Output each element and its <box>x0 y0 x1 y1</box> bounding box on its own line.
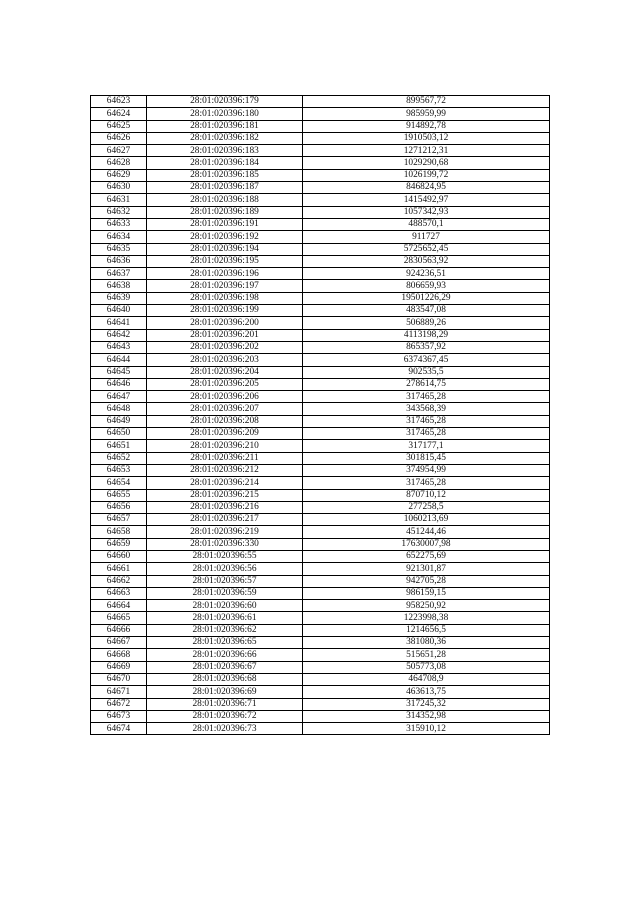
table-row <box>91 415 550 427</box>
table-row <box>91 723 550 735</box>
table-row <box>91 231 550 243</box>
row-number-cell: 64671 <box>91 686 147 698</box>
row-number-cell: 64646 <box>91 378 147 390</box>
row-number-cell: 64667 <box>91 637 147 649</box>
cadastral-value-cell: 505773,08 <box>303 661 550 673</box>
cadastral-number-cell: 28:01:020396:219 <box>147 526 303 538</box>
cadastral-number-cell: 28:01:020396:56 <box>147 563 303 575</box>
cadastral-value-cell: 515651,28 <box>303 649 550 661</box>
cadastral-number-cell: 28:01:020396:205 <box>147 378 303 390</box>
table-row <box>91 378 550 390</box>
table-row <box>91 354 550 366</box>
table-row <box>91 612 550 624</box>
cadastral-value-cell: 1057342,93 <box>303 206 550 218</box>
table-row <box>91 464 550 476</box>
cadastral-number-cell: 28:01:020396:184 <box>147 157 303 169</box>
cadastral-value-cell: 1271212,31 <box>303 145 550 157</box>
cadastral-value-cell: 958250,92 <box>303 600 550 612</box>
row-number-cell: 64657 <box>91 514 147 526</box>
cadastral-number-cell: 28:01:020396:330 <box>147 538 303 550</box>
cadastral-number-cell: 28:01:020396:197 <box>147 280 303 292</box>
row-number-cell: 64640 <box>91 305 147 317</box>
row-number-cell: 64660 <box>91 550 147 562</box>
row-number-cell: 64641 <box>91 317 147 329</box>
cadastral-number-cell: 28:01:020396:61 <box>147 612 303 624</box>
table-row <box>91 305 550 317</box>
row-number-cell: 64643 <box>91 341 147 353</box>
table-row <box>91 489 550 501</box>
cadastral-number-cell: 28:01:020396:211 <box>147 452 303 464</box>
cadastral-number-cell: 28:01:020396:201 <box>147 329 303 341</box>
cadastral-value-cell: 506889,26 <box>303 317 550 329</box>
cadastral-value-cell: 6374367,45 <box>303 354 550 366</box>
cadastral-value-cell: 899567,72 <box>303 96 550 108</box>
cadastral-number-cell: 28:01:020396:210 <box>147 440 303 452</box>
table-row <box>91 169 550 181</box>
cadastral-number-cell: 28:01:020396:207 <box>147 403 303 415</box>
row-number-cell: 64647 <box>91 391 147 403</box>
cadastral-value-cell: 343568,39 <box>303 403 550 415</box>
cadastral-value-cell: 921301,87 <box>303 563 550 575</box>
cadastral-number-cell: 28:01:020396:183 <box>147 145 303 157</box>
cadastral-value-cell: 317177,1 <box>303 440 550 452</box>
cadastral-value-cell: 914892,78 <box>303 120 550 132</box>
row-number-cell: 64634 <box>91 231 147 243</box>
row-number-cell: 64666 <box>91 624 147 636</box>
table-row <box>91 440 550 452</box>
row-number-cell: 64637 <box>91 268 147 280</box>
cadastral-value-cell: 1026199,72 <box>303 169 550 181</box>
cadastral-number-cell: 28:01:020396:214 <box>147 477 303 489</box>
cadastral-value-cell: 277258,5 <box>303 501 550 513</box>
row-number-cell: 64661 <box>91 563 147 575</box>
cadastral-value-cell: 1060213,69 <box>303 514 550 526</box>
cadastral-number-cell: 28:01:020396:55 <box>147 550 303 562</box>
cadastral-value-cell: 317465,28 <box>303 428 550 440</box>
cadastral-number-cell: 28:01:020396:62 <box>147 624 303 636</box>
row-number-cell: 64662 <box>91 575 147 587</box>
cadastral-number-cell: 28:01:020396:209 <box>147 428 303 440</box>
row-number-cell: 64655 <box>91 489 147 501</box>
table-row <box>91 403 550 415</box>
cadastral-value-cell: 381080,36 <box>303 637 550 649</box>
cadastral-value-cell: 4113198,29 <box>303 329 550 341</box>
row-number-cell: 64639 <box>91 292 147 304</box>
table-row <box>91 268 550 280</box>
cadastral-value-cell: 463613,75 <box>303 686 550 698</box>
row-number-cell: 64652 <box>91 452 147 464</box>
table-row <box>91 428 550 440</box>
cadastral-value-table <box>90 95 550 735</box>
row-number-cell: 64644 <box>91 354 147 366</box>
row-number-cell: 64624 <box>91 108 147 120</box>
cadastral-number-cell: 28:01:020396:187 <box>147 182 303 194</box>
cadastral-number-cell: 28:01:020396:188 <box>147 194 303 206</box>
row-number-cell: 64649 <box>91 415 147 427</box>
row-number-cell: 64672 <box>91 698 147 710</box>
row-number-cell: 64659 <box>91 538 147 550</box>
table-row <box>91 145 550 157</box>
cadastral-value-cell: 317465,28 <box>303 391 550 403</box>
cadastral-number-cell: 28:01:020396:212 <box>147 464 303 476</box>
cadastral-value-cell: 986159,15 <box>303 587 550 599</box>
table-row <box>91 452 550 464</box>
cadastral-number-cell: 28:01:020396:59 <box>147 587 303 599</box>
cadastral-number-cell: 28:01:020396:204 <box>147 366 303 378</box>
cadastral-number-cell: 28:01:020396:180 <box>147 108 303 120</box>
table-row <box>91 661 550 673</box>
cadastral-value-cell: 488570,1 <box>303 218 550 230</box>
table-row <box>91 157 550 169</box>
table-row <box>91 206 550 218</box>
table-row <box>91 366 550 378</box>
cadastral-value-cell: 1415492,97 <box>303 194 550 206</box>
cadastral-value-cell: 1029290,68 <box>303 157 550 169</box>
cadastral-value-cell: 942705,28 <box>303 575 550 587</box>
table-row <box>91 501 550 513</box>
table-row <box>91 477 550 489</box>
row-number-cell: 64633 <box>91 218 147 230</box>
cadastral-value-cell: 314352,98 <box>303 710 550 722</box>
table-row <box>91 538 550 550</box>
cadastral-number-cell: 28:01:020396:182 <box>147 132 303 144</box>
cadastral-number-cell: 28:01:020396:203 <box>147 354 303 366</box>
cadastral-number-cell: 28:01:020396:68 <box>147 673 303 685</box>
row-number-cell: 64623 <box>91 96 147 108</box>
table-row <box>91 624 550 636</box>
cadastral-number-cell: 28:01:020396:194 <box>147 243 303 255</box>
table-row <box>91 587 550 599</box>
cadastral-number-cell: 28:01:020396:216 <box>147 501 303 513</box>
table-row <box>91 514 550 526</box>
row-number-cell: 64630 <box>91 182 147 194</box>
cadastral-value-cell: 19501226,29 <box>303 292 550 304</box>
cadastral-value-cell: 301815,45 <box>303 452 550 464</box>
cadastral-value-cell: 464708,9 <box>303 673 550 685</box>
table-row <box>91 243 550 255</box>
cadastral-number-cell: 28:01:020396:199 <box>147 305 303 317</box>
row-number-cell: 64626 <box>91 132 147 144</box>
cadastral-number-cell: 28:01:020396:60 <box>147 600 303 612</box>
row-number-cell: 64658 <box>91 526 147 538</box>
cadastral-value-cell: 17630007,98 <box>303 538 550 550</box>
table-row <box>91 563 550 575</box>
cadastral-value-cell: 806659,93 <box>303 280 550 292</box>
row-number-cell: 64635 <box>91 243 147 255</box>
cadastral-value-cell: 374954,99 <box>303 464 550 476</box>
table-row <box>91 96 550 108</box>
cadastral-number-cell: 28:01:020396:69 <box>147 686 303 698</box>
cadastral-value-cell: 483547,08 <box>303 305 550 317</box>
cadastral-number-cell: 28:01:020396:206 <box>147 391 303 403</box>
row-number-cell: 64669 <box>91 661 147 673</box>
cadastral-value-cell: 865357,92 <box>303 341 550 353</box>
cadastral-number-cell: 28:01:020396:208 <box>147 415 303 427</box>
cadastral-number-cell: 28:01:020396:202 <box>147 341 303 353</box>
table-row <box>91 341 550 353</box>
table-row <box>91 698 550 710</box>
cadastral-number-cell: 28:01:020396:57 <box>147 575 303 587</box>
table-row <box>91 329 550 341</box>
cadastral-number-cell: 28:01:020396:65 <box>147 637 303 649</box>
row-number-cell: 64629 <box>91 169 147 181</box>
cadastral-value-cell: 1910503,12 <box>303 132 550 144</box>
table-row <box>91 255 550 267</box>
row-number-cell: 64654 <box>91 477 147 489</box>
cadastral-number-cell: 28:01:020396:217 <box>147 514 303 526</box>
cadastral-value-cell: 2830563,92 <box>303 255 550 267</box>
table-row <box>91 391 550 403</box>
cadastral-value-cell: 911727 <box>303 231 550 243</box>
table-row <box>91 108 550 120</box>
cadastral-number-cell: 28:01:020396:189 <box>147 206 303 218</box>
cadastral-value-cell: 924236,51 <box>303 268 550 280</box>
row-number-cell: 64632 <box>91 206 147 218</box>
cadastral-value-cell: 317465,28 <box>303 477 550 489</box>
table-row <box>91 600 550 612</box>
cadastral-value-cell: 985959,99 <box>303 108 550 120</box>
cadastral-number-cell: 28:01:020396:185 <box>147 169 303 181</box>
cadastral-number-cell: 28:01:020396:72 <box>147 710 303 722</box>
cadastral-value-cell: 315910,12 <box>303 723 550 735</box>
cadastral-number-cell: 28:01:020396:192 <box>147 231 303 243</box>
table-row <box>91 575 550 587</box>
table-row <box>91 526 550 538</box>
cadastral-number-cell: 28:01:020396:198 <box>147 292 303 304</box>
cadastral-value-cell: 1214656,5 <box>303 624 550 636</box>
row-number-cell: 64627 <box>91 145 147 157</box>
row-number-cell: 64668 <box>91 649 147 661</box>
row-number-cell: 64631 <box>91 194 147 206</box>
cadastral-number-cell: 28:01:020396:215 <box>147 489 303 501</box>
row-number-cell: 64656 <box>91 501 147 513</box>
table-row <box>91 132 550 144</box>
cadastral-value-cell: 317245,32 <box>303 698 550 710</box>
row-number-cell: 64670 <box>91 673 147 685</box>
row-number-cell: 64651 <box>91 440 147 452</box>
row-number-cell: 64673 <box>91 710 147 722</box>
table-row <box>91 218 550 230</box>
cadastral-value-cell: 652275,69 <box>303 550 550 562</box>
cadastral-value-cell: 846824,95 <box>303 182 550 194</box>
row-number-cell: 64625 <box>91 120 147 132</box>
table-row <box>91 686 550 698</box>
cadastral-number-cell: 28:01:020396:66 <box>147 649 303 661</box>
row-number-cell: 64674 <box>91 723 147 735</box>
cadastral-number-cell: 28:01:020396:67 <box>147 661 303 673</box>
row-number-cell: 64664 <box>91 600 147 612</box>
row-number-cell: 64650 <box>91 428 147 440</box>
row-number-cell: 64665 <box>91 612 147 624</box>
row-number-cell: 64645 <box>91 366 147 378</box>
table-body <box>91 96 550 735</box>
cadastral-number-cell: 28:01:020396:200 <box>147 317 303 329</box>
cadastral-number-cell: 28:01:020396:71 <box>147 698 303 710</box>
cadastral-value-cell: 451244,46 <box>303 526 550 538</box>
cadastral-value-cell: 902535,5 <box>303 366 550 378</box>
cadastral-value-cell: 278614,75 <box>303 378 550 390</box>
table-row <box>91 649 550 661</box>
cadastral-value-cell: 317465,28 <box>303 415 550 427</box>
cadastral-value-cell: 1223998,38 <box>303 612 550 624</box>
table-row <box>91 550 550 562</box>
row-number-cell: 64628 <box>91 157 147 169</box>
table-row <box>91 182 550 194</box>
row-number-cell: 64653 <box>91 464 147 476</box>
cadastral-number-cell: 28:01:020396:191 <box>147 218 303 230</box>
table-row <box>91 280 550 292</box>
table-row <box>91 317 550 329</box>
cadastral-value-cell: 5725652,45 <box>303 243 550 255</box>
table-row <box>91 673 550 685</box>
table-row <box>91 194 550 206</box>
table-row <box>91 292 550 304</box>
row-number-cell: 64663 <box>91 587 147 599</box>
row-number-cell: 64638 <box>91 280 147 292</box>
table-row <box>91 710 550 722</box>
row-number-cell: 64648 <box>91 403 147 415</box>
cadastral-number-cell: 28:01:020396:181 <box>147 120 303 132</box>
table-row <box>91 637 550 649</box>
cadastral-number-cell: 28:01:020396:195 <box>147 255 303 267</box>
cadastral-number-cell: 28:01:020396:73 <box>147 723 303 735</box>
cadastral-value-cell: 870710,12 <box>303 489 550 501</box>
cadastral-number-cell: 28:01:020396:179 <box>147 96 303 108</box>
table-row <box>91 120 550 132</box>
row-number-cell: 64636 <box>91 255 147 267</box>
row-number-cell: 64642 <box>91 329 147 341</box>
cadastral-number-cell: 28:01:020396:196 <box>147 268 303 280</box>
